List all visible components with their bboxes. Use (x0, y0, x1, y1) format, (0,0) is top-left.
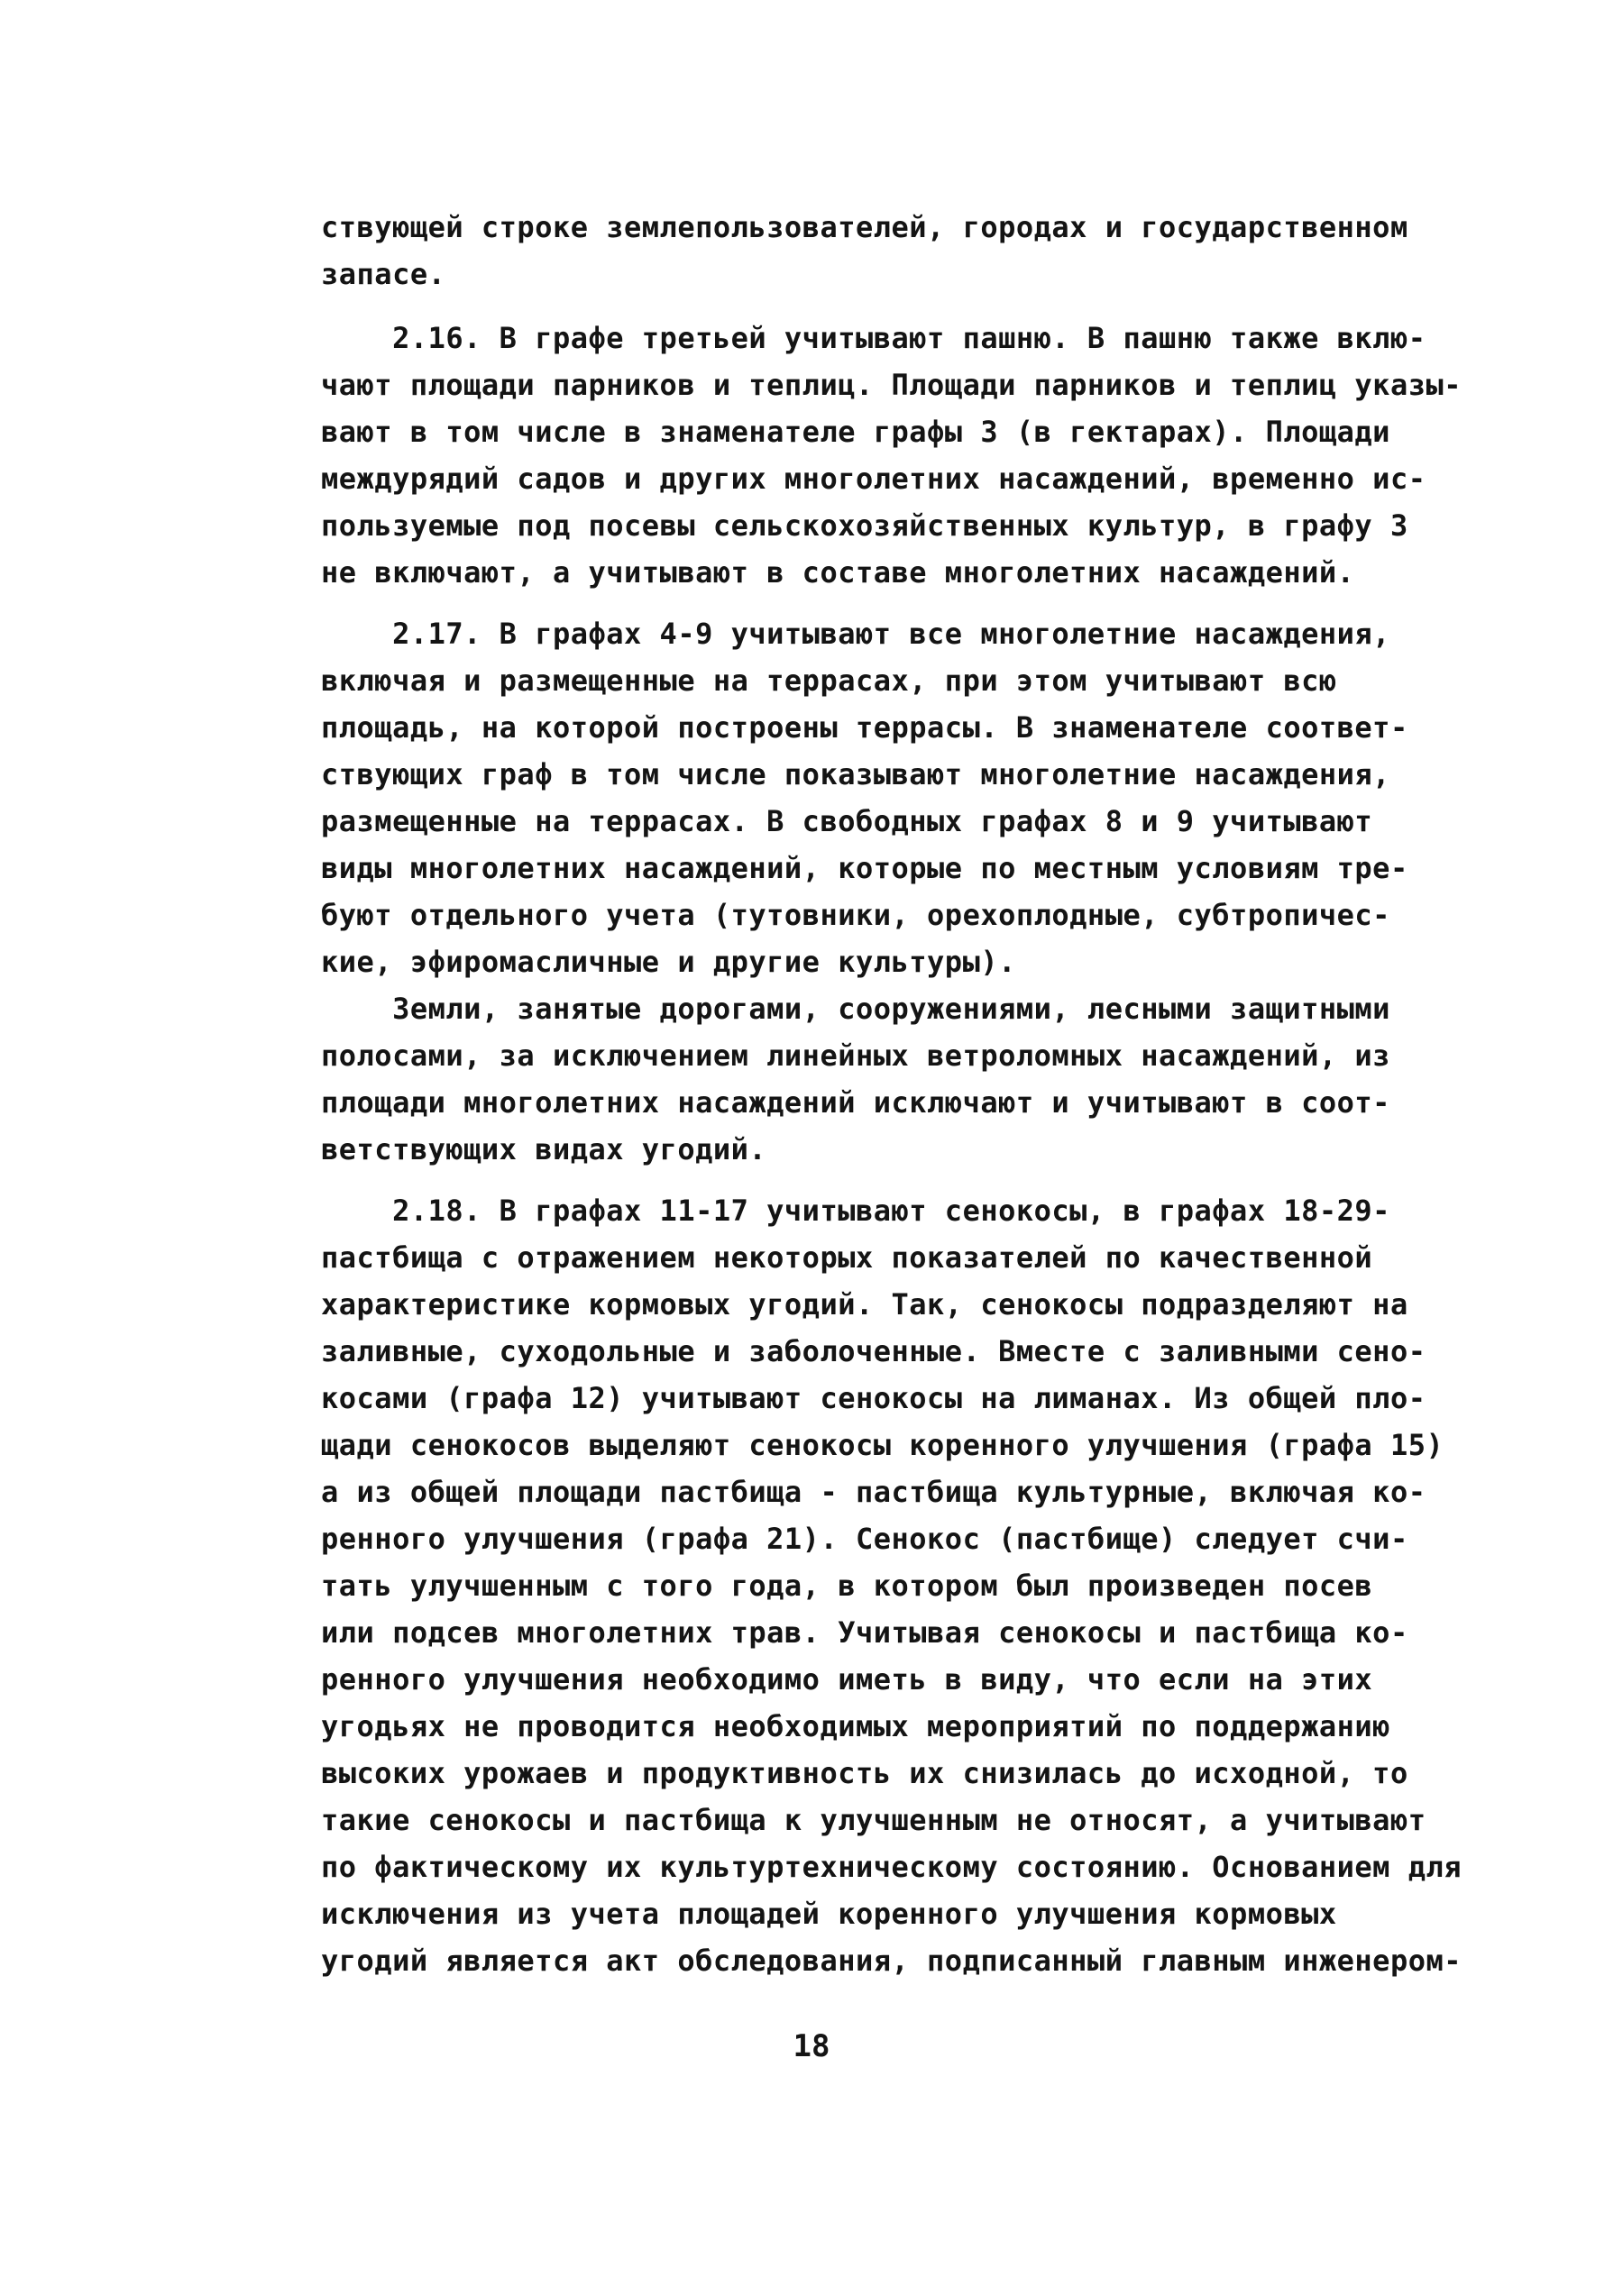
text-line: угодий является акт обследования, подписанный главным инженером- (321, 1944, 1462, 1978)
text-line: полосами, за исключением линейных ветроломных насаждений, из (321, 1038, 1390, 1073)
text-line: высоких урожаев и продуктивность их снизилась до исходной, то (321, 1756, 1408, 1790)
text-line: тать улучшенным с того года, в котором был произведен посев (321, 1569, 1373, 1603)
text-line: запасе. (321, 257, 446, 291)
text-line: пользуемые под посевы сельскохозяйственных культур, в графу 3 (321, 508, 1408, 543)
text-line: ствующей строке землепользователей, городах и государственном (321, 210, 1408, 244)
text-line: ветствующих видах угодий. (321, 1132, 767, 1166)
text-line: не включают, а учитывают в составе многолетних насаждений. (321, 555, 1355, 590)
text-line: 2.18. В графах 11-17 учитывают сенокосы, в графах 18-29- (321, 1194, 1390, 1228)
text-line: щади сенокосов выделяют сенокосы коренного улучшения (графа 15) (321, 1428, 1444, 1462)
text-line: вают в том числе в знаменателе графы 3 (в гектарах). Площади (321, 415, 1390, 449)
text-line: виды многолетних насаждений, которые по местным условиям тре- (321, 851, 1408, 885)
text-line: буют отдельного учета (тутовники, орехоплодные, субтропичес- (321, 898, 1390, 932)
text-line: ренного улучшения (графа 21). Сенокос (пастбище) следует счи- (321, 1522, 1408, 1556)
text-line: угодьях не проводится необходимых мероприятий по поддержанию (321, 1709, 1390, 1743)
text-line: косами (графа 12) учитывают сенокосы на лиманах. Из общей пло- (321, 1381, 1426, 1415)
text-line: 2.16. В графе третьей учитывают пашню. В пашню также вклю- (321, 321, 1426, 355)
text-line: кие, эфиромасличные и другие культуры). (321, 945, 1016, 979)
text-line: ствующих граф в том числе показывают многолетние насаждения, (321, 757, 1390, 791)
text-line: заливные, суходольные и заболоченные. Вместе с заливными сено- (321, 1334, 1426, 1368)
text-line: пастбища с отражением некоторых показателей по качественной (321, 1240, 1373, 1275)
text-line: размещенные на террасах. В свободных графах 8 и 9 учитывают (321, 804, 1373, 838)
text-line: междурядий садов и других многолетних насаждений, временно ис- (321, 462, 1426, 496)
text-line: по фактическому их культуртехническому состоянию. Основанием для (321, 1850, 1462, 1884)
text-line: включая и размещенные на террасах, при этом учитывают всю (321, 663, 1337, 698)
text-line: ренного улучшения необходимо иметь в виду, что если на этих (321, 1662, 1373, 1697)
text-line: площади многолетних насаждений исключают и учитывают в соот- (321, 1085, 1390, 1120)
text-line: чают площади парников и теплиц. Площади парников и теплиц указы- (321, 368, 1462, 402)
text-line: 2.17. В графах 4-9 учитывают все многолетние насаждения, (321, 617, 1390, 651)
text-line: Земли, занятые дорогами, сооружениями, лесными защитными (321, 992, 1390, 1026)
page-number: 18 (793, 2028, 830, 2064)
text-line: исключения из учета площадей коренного улучшения кормовых (321, 1897, 1337, 1931)
text-line: а из общей площади пастбища - пастбища культурные, включая ко- (321, 1475, 1426, 1509)
text-line: площадь, на которой построены террасы. В знаменателе соответ- (321, 710, 1408, 745)
text-line: такие сенокосы и пастбища к улучшенным не относят, а учитывают (321, 1803, 1426, 1837)
text-line: характеристике кормовых угодий. Так, сенокосы подразделяют на (321, 1287, 1408, 1322)
text-line: или подсев многолетних трав. Учитывая сенокосы и пастбища ко- (321, 1615, 1408, 1650)
